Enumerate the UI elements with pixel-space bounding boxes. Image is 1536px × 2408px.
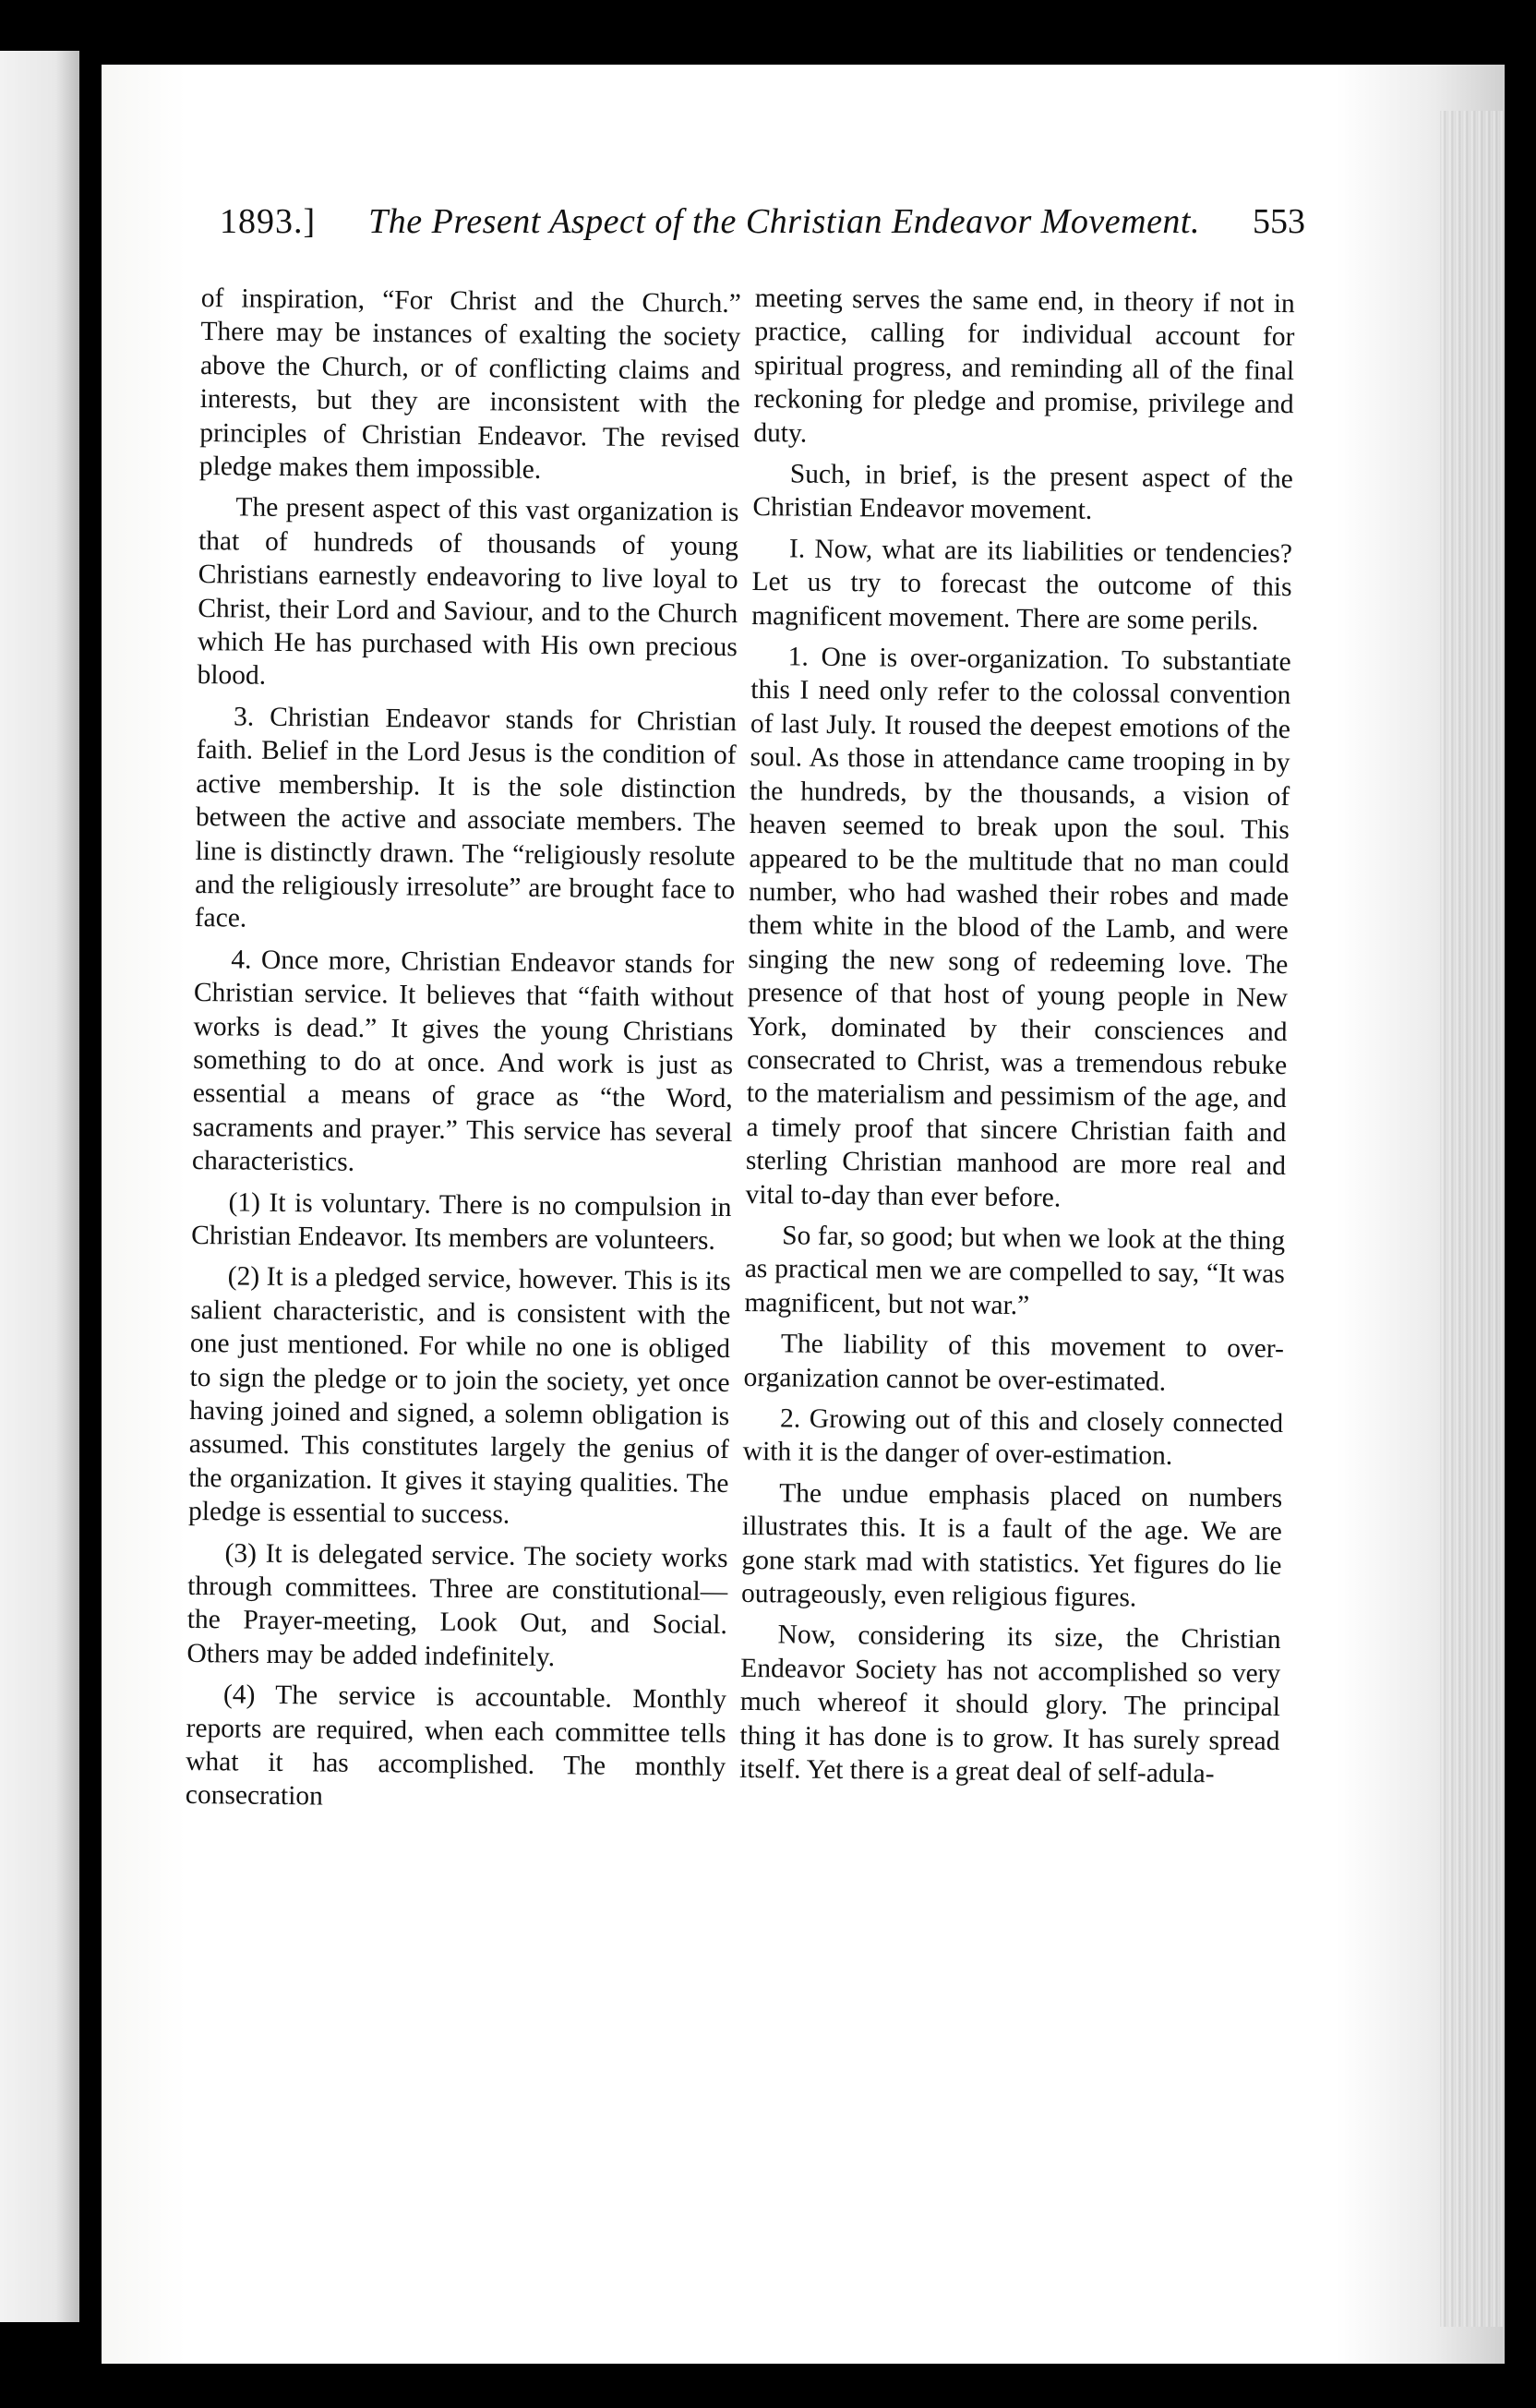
previous-page-edge bbox=[0, 51, 79, 2322]
paragraph: Such, in brief, is the present aspect of the Christian Endeavor movement. bbox=[752, 459, 1293, 526]
running-head bbox=[220, 201, 1305, 257]
paragraph: 2. Growing out of this and closely connected with it is the danger of over-estimation. bbox=[742, 1403, 1284, 1472]
paragraph: (3) It is delegated service. The society works through committees. Three are constitutional—the Prayer-meeting, Look Out, and Social. Others may be added indefinitely. bbox=[186, 1537, 728, 1672]
paragraph: The undue emphasis placed on numbers illustrates this. It is a fault of the age. We are gone stark mad with statistics. Yet figures do lie outrageously, even religious figures. bbox=[740, 1478, 1283, 1613]
paragraph: (2) It is a pledged service, however. This is its salient characteristic, and is consistent with the one just mentioned. For while no one is obliged to sign the pledge or to join the society, yet once having joined and signed, a solemn obligation is assumed. This constitutes largely the genius of the organization. It gives it staying qualities. The pledge is essential to success. bbox=[187, 1261, 731, 1530]
page-stack-edge bbox=[1440, 111, 1505, 2327]
running-head-title: The Present Aspect of the Christian Endeavor Movement. bbox=[368, 202, 1200, 241]
paragraph: 4. Once more, Christian Endeavor stands for Christian service. It believes that “faith without works is dead.” It gives the young Christians something to do at once. And work is just as essential a means of grace as “the Word, sacraments and prayer.” This service has several characteristics. bbox=[191, 945, 735, 1177]
left-column bbox=[186, 282, 741, 1825]
paragraph: (4) The service is accountable. Monthly reports are required, when each committee tells what it has accomplished. The monthly consecration bbox=[185, 1680, 727, 1812]
page-number: 553 bbox=[1253, 202, 1305, 241]
paragraph: The present aspect of this vast organization is that of hundreds of thousands of young Christians earnestly endeavoring to live loyal to Christ, their Lord and Saviour, and to the Church which He has purchased with His own precious blood. bbox=[197, 492, 739, 692]
running-head-year: 1893.] bbox=[220, 202, 317, 241]
paragraph: I. Now, what are its liabilities or tendencies? Let us try to forecast the outcome of this magnificent movement. There are some perils. bbox=[751, 534, 1293, 636]
paragraph: of inspiration, “For Christ and the Church.” There may be instances of exalting the society above the Church, or of conflicting claims and interests, but they are inconsistent with the principles of Christian Endeavor. The revised pledge makes them impossible. bbox=[198, 283, 741, 485]
paragraph: 1. One is over-organization. To substantiate this I need only refer to the colossal convention of last July. It roused the deepest emotions of the soul. As those in attendance came trooping in by the hundreds, by the thousands, a vision of heaven seemed to break upon the soul. This appeared to be the multitude that no man could number, who had washed their robes and made them white in the blood of the Lamb, and were singing the new song of redeeming love. The presence of that host of young people in New York, dominated by their consciences and consecrated to Christ, was a tremendous rebuke to the materialism and pessimism of the age, and a timely proof that sincere Christian faith and sterling Christian manhood are more real and vital to-day than ever before. bbox=[745, 642, 1291, 1213]
paragraph: The liability of this movement to over-organization cannot be over-estimated. bbox=[743, 1329, 1285, 1397]
right-column bbox=[739, 282, 1295, 1800]
paragraph: meeting serves the same end, in theory if not in practice, calling for individual account for spiritual progress, and reminding all of the final reckoning for pledge and promise, privilege and duty. bbox=[753, 283, 1295, 449]
paragraph: Now, considering its size, the Christian Endeavor Society has not accomplished so very much whereof it should glory. The principal thing it has done is to grow. It has surely spread itself. Yet there is a great deal of self-adula- bbox=[738, 1619, 1281, 1789]
paragraph: 3. Christian Endeavor stands for Christian faith. Belief in the Lord Jesus is the condition of active membership. It is the sole distinction between the active and associate members. The line is distinctly drawn. The “religiously resolute and the religiously irresolute” are brought face to face. bbox=[194, 702, 738, 933]
paragraph: (1) It is voluntary. There is no compulsion in Christian Endeavor. Its members are volunteers. bbox=[191, 1186, 732, 1256]
paragraph: So far, so good; but when we look at the thing as practical men we are compelled to say, “It was magnificent, but not war.” bbox=[744, 1221, 1286, 1320]
